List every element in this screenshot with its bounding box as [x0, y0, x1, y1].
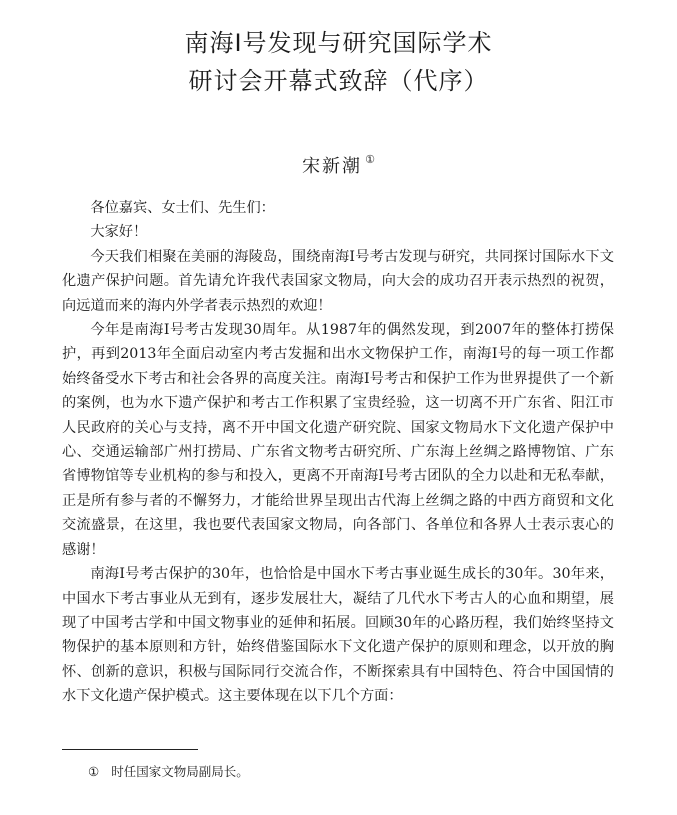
footnote-text: 时任国家文物局副局长。 [111, 764, 249, 779]
paragraph-anniversary: 今年是南海Ⅰ号考古发现30周年。从1987年的偶然发现，到2007年的整体打捞保护，再到2013年全面启动室内考古发掘和出水文物保护工作，南海Ⅰ号的每一项工作都始终备受水下考古和社会各界的高度关注。南海Ⅰ号考古和保护工作为世界提供了一个新的案例，也为水下遗产保护和考古工作积累了宝贵经验，这一切离不开广东省、阳江市人民政府的关心与支持，离不开中国文化遗产研究院、国家文物局水下文化遗产保护中心、交通运输部广州打捞局、广东省文物考古研究所、广东海上丝绸之路博物馆、广东省博物馆等专业机构的参与和投入，更离不开南海Ⅰ号考古团队的全力以赴和无私奉献，正是所有参与者的不懈努力，才能给世界呈现出古代海上丝绸之路的中西方商贸和文化交流盛景，在这里，我也要代表国家文物局，向各部门、各单位和各界人士表示衷心的感谢！ [62, 322, 614, 558]
footnote-divider [62, 749, 198, 750]
body-text [62, 196, 614, 709]
paragraph-greeting: 大家好！ [90, 224, 148, 241]
author-name: 宋新潮 [302, 156, 363, 177]
page-title-line-2: 研讨会开幕式致辞（代序） [188, 67, 489, 95]
footnote [88, 763, 249, 781]
footnote-reference[interactable]: ① [365, 153, 375, 166]
paragraph-thirty-years: 南海Ⅰ号考古保护的30年，也恰恰是中国水下考古事业诞生成长的30年。30年来，中国水下考古事业从无到有，逐步发展壮大，凝结了几代水下考古人的心血和期望，展现了中国考古学和中国文物事业的延伸和拓展。回顾30年的心路历程，我们始终坚持文物保护的基本原则和方针，始终借鉴国际水下文化遗产保护的原则和理念，以开放的胸怀、创新的意识，积极与国际同行交流合作，不断探索具有中国特色、符合中国国情的水下文化遗产保护模式。这主要体现在以下几个方面： [62, 566, 614, 705]
paragraph-welcome: 今天我们相聚在美丽的海陵岛，围绕南海Ⅰ号考古发现与研究，共同探讨国际水下文化遗产保护问题。首先请允许我代表国家文物局，向大会的成功召开表示热烈的祝贺，向远道而来的海内外学者表示热烈的欢迎！ [62, 248, 614, 314]
author-line [0, 150, 677, 179]
paragraph-salutation: 各位嘉宾、女士们、先生们： [90, 200, 275, 216]
page-title-line-1: 南海Ⅰ号发现与研究国际学术 [184, 29, 493, 57]
footnote-mark: ① [88, 764, 100, 779]
